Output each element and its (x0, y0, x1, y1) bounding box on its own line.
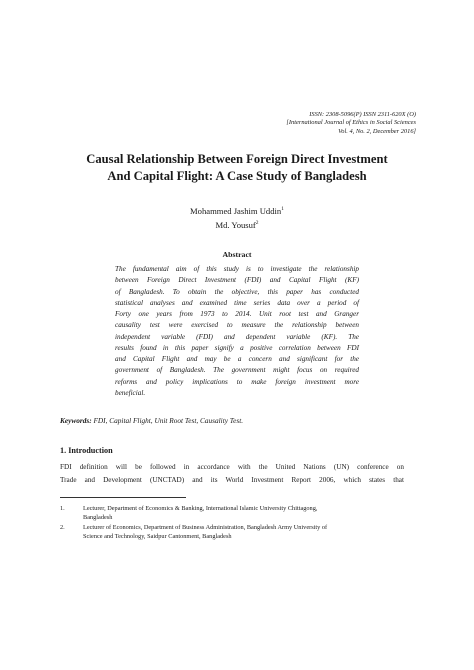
footnote-number: 1. (60, 505, 65, 512)
abstract-line: independent variable (FDI) and dependent variable (KF). The (115, 332, 359, 341)
title-line: And Capital Flight: A Case Study of Bangladesh (107, 169, 367, 183)
abstract-line: Forty one years from 1973 to 2014. Unit root test and Granger (115, 310, 359, 318)
author (50, 205, 424, 219)
footnote-line: Lecturer, Department of Economics & Banking, International Islamic University Chittagong, (83, 505, 318, 512)
abstract-heading: Abstract (222, 250, 252, 259)
body-line: Trade and Development (UNCTAD) and its World Investment Report 2006, which states that (60, 475, 404, 484)
introduction-body (60, 461, 404, 486)
keywords (60, 416, 420, 425)
abstract-line: The fundamental aim of this study is to investigate the relationship (115, 265, 359, 273)
footnote-text (83, 524, 404, 541)
abstract-line: statistical analyses and examined time series data over a period of (115, 298, 359, 307)
author-name: Mohammed Jashim Uddin (190, 206, 282, 216)
body-line: FDI definition will be followed in accordance with the United Nations (UN) conference on (60, 463, 404, 471)
abstract-line: beneficial. (115, 388, 146, 397)
abstract-line: results found in this paper signify a positive correlation between FDI (115, 343, 359, 352)
footnote-text (83, 505, 404, 522)
author-footnote-mark: 2 (255, 219, 259, 226)
keywords-text: FDI, Capital Flight, Unit Root Test, Causality Test. (91, 416, 244, 425)
abstract-line: reforms and policy implications to make foreign investment more (115, 377, 359, 386)
journal-info (156, 111, 416, 136)
author (50, 219, 424, 233)
paper-title (50, 151, 424, 185)
abstract-line: of Bangladesh. To obtain the objective, this paper has conducted (115, 287, 359, 296)
footnote-divider (60, 497, 186, 498)
abstract-line: and Capital Flight and may be a concern and significant for the (115, 355, 359, 363)
journal-name: [International Journal of Ethics in Social Sciences (286, 119, 416, 127)
title-line: Causal Relationship Between Foreign Direct Investment (86, 152, 388, 166)
footnote-line: Lecturer of Economics, Department of Business Administration, Bangladesh Army University of (83, 524, 328, 532)
abstract-line: causality test were exercised to measure the relationship between (115, 321, 359, 330)
author-footnote-mark: 1 (281, 206, 284, 213)
author-list (50, 205, 424, 232)
keywords-label: Keywords: (60, 416, 92, 425)
abstract-line: between Foreign Direct Investment (FDI) and Capital Flight (KF) (115, 276, 359, 285)
journal-volume: Vol. 4, No. 2, December 2016] (338, 127, 416, 135)
footnotes (60, 505, 404, 543)
footnote-line: Science and Technology, Saidpur Cantonment, Bangladesh (83, 532, 232, 540)
footnote (60, 505, 404, 522)
author-name: Md. Yousuf (215, 219, 256, 230)
section-heading: 1. Introduction (60, 446, 113, 455)
abstract-body (115, 264, 359, 399)
journal-issn: ISSN: 2308-5096(P) ISSN 2311-620X (O) (309, 111, 416, 118)
abstract-line: government of Bangladesh. The government might focus on required (115, 366, 359, 375)
footnote-line: Bangladesh (83, 513, 113, 521)
footnote (60, 524, 404, 541)
footnote-number: 2. (60, 524, 65, 532)
